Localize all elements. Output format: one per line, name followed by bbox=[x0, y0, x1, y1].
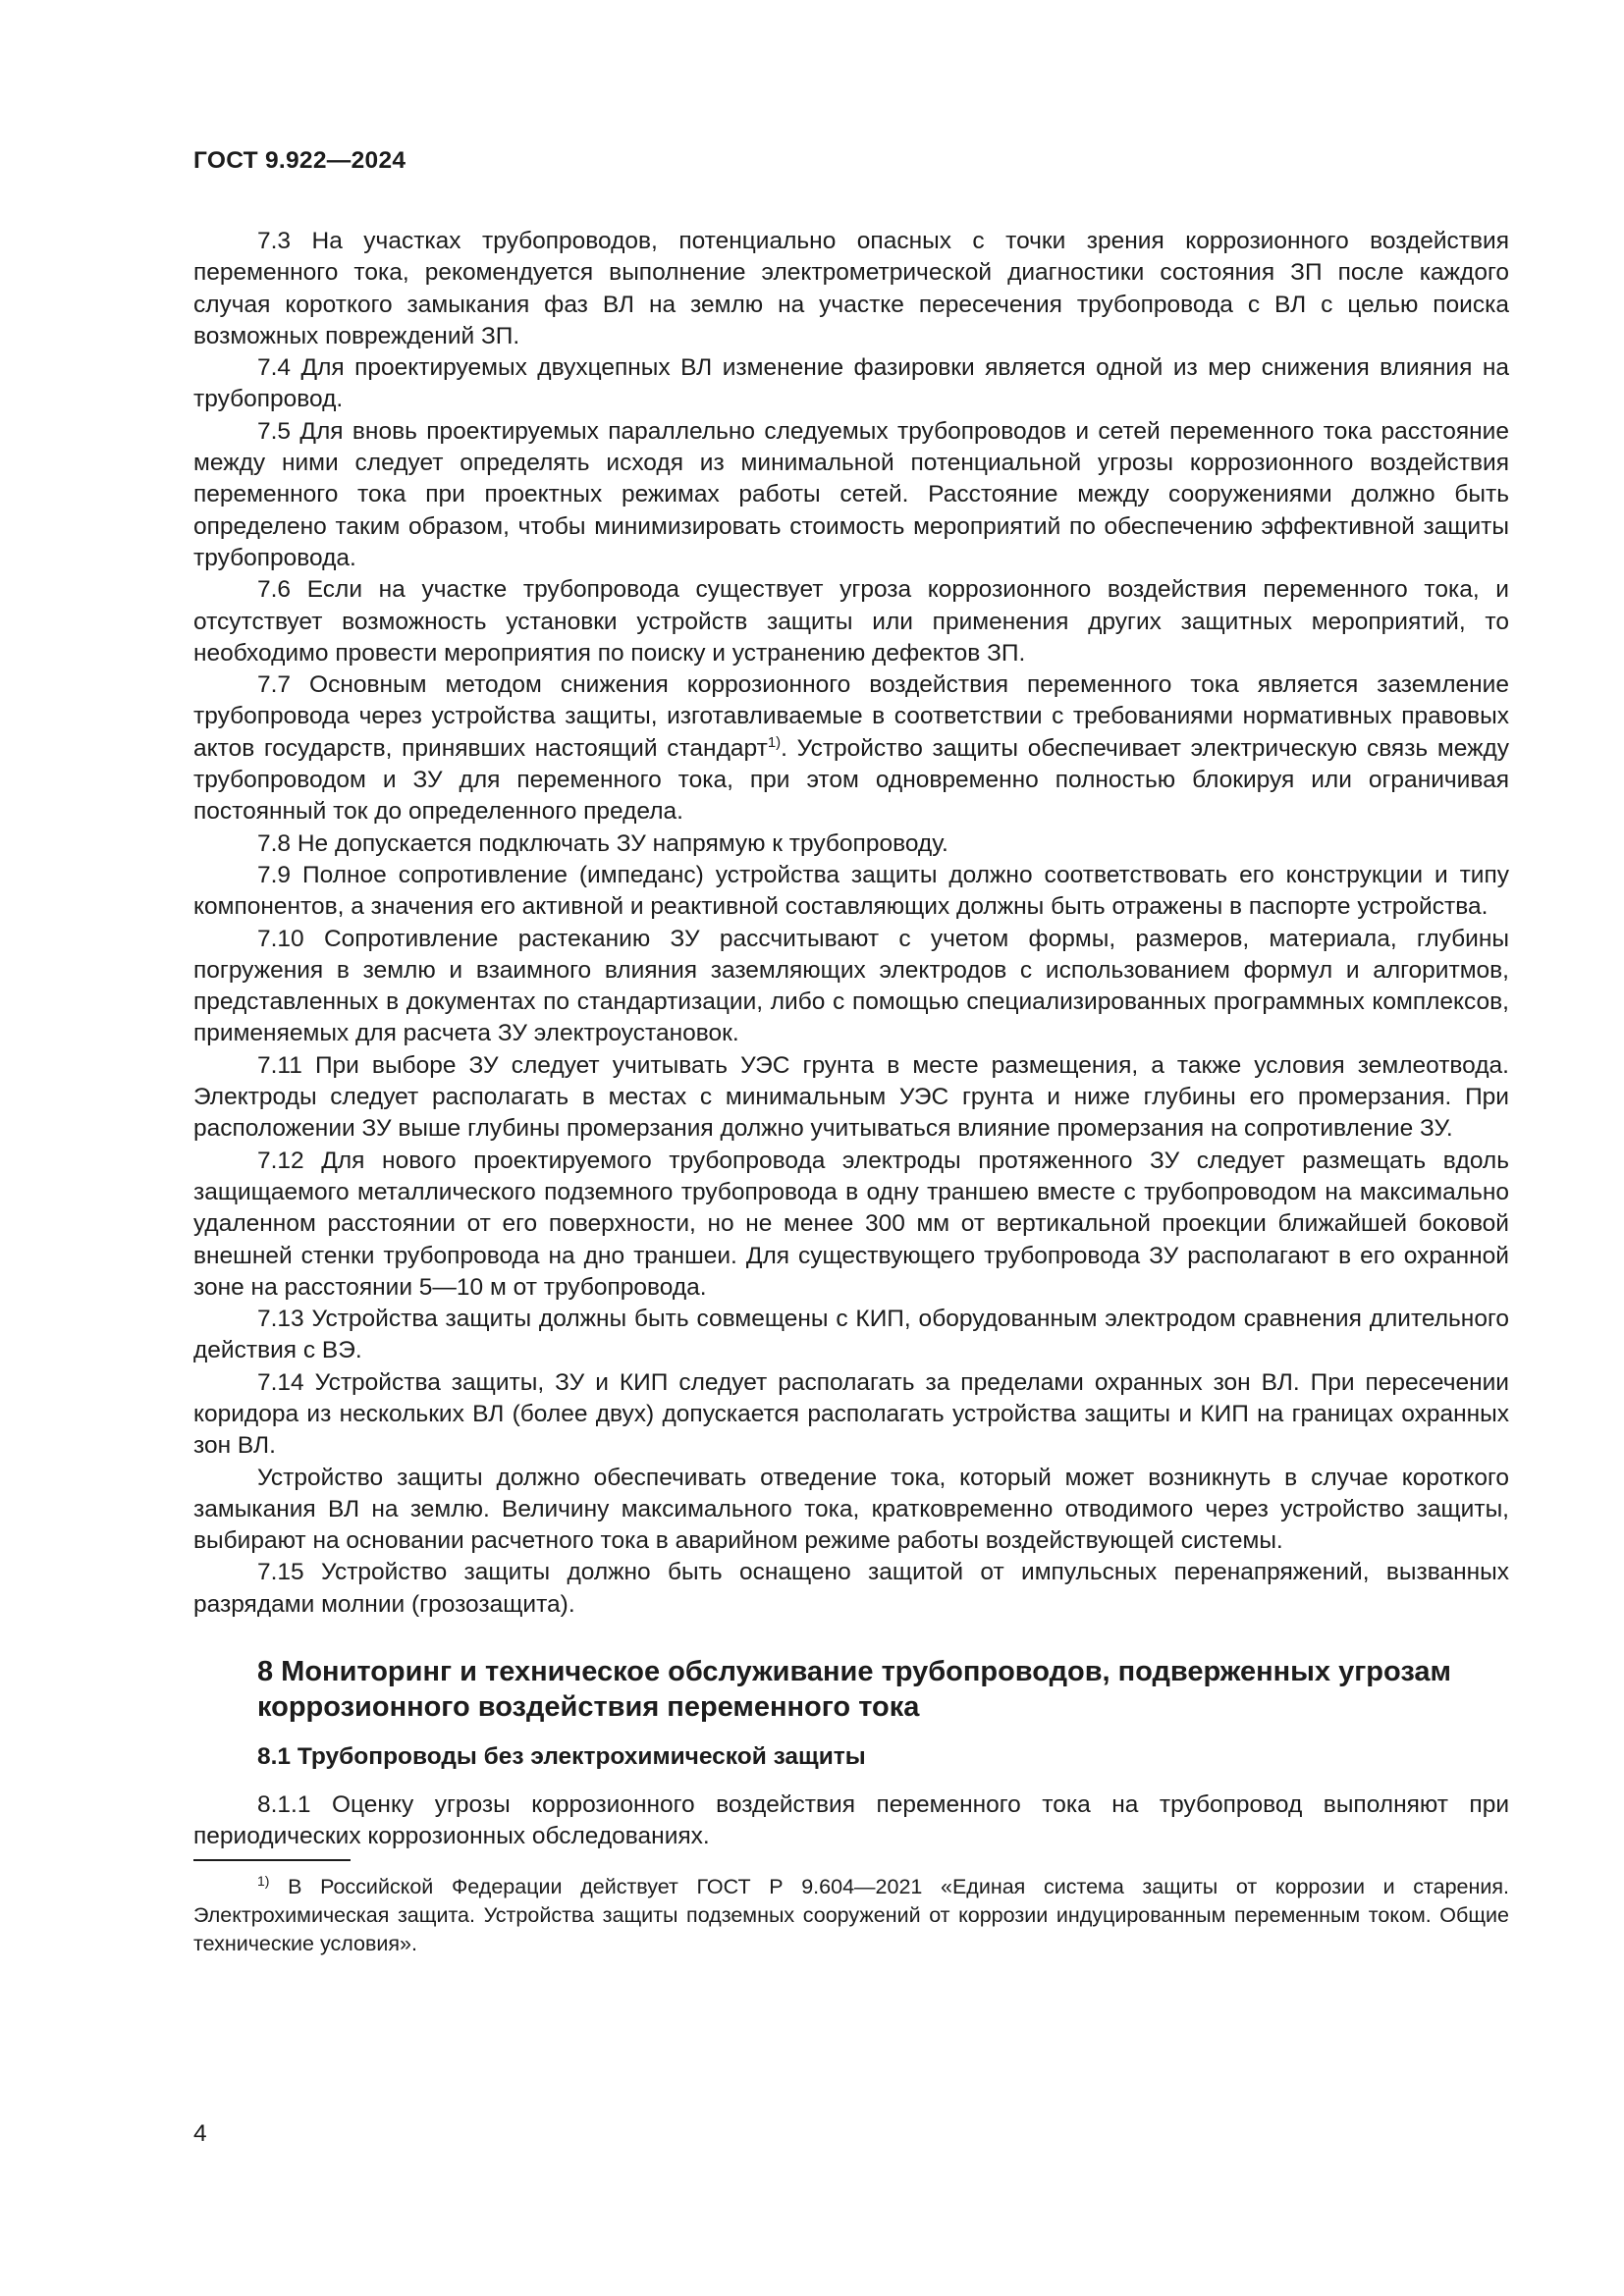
paragraph-7-13: 7.13 Устройства защиты должны быть совмещены с КИП, оборудованным электродом сравнения длительного действия с ВЭ. bbox=[193, 1306, 1509, 1364]
paragraph-7-7-text-b: . Устройство защиты обеспечивает электрическую связь между трубопроводом и ЗУ для переменного тока, при этом одновременно полностью блокируя или ограничивая постоянный ток до определенного предела. bbox=[193, 734, 1510, 826]
paragraph-7-6: 7.6 Если на участке трубопровода существует угроза коррозионного воздействия переменного тока, и отсутствует возможность установки устройств защиты или применения других защитных мероприятий, то необходимо провести мероприятия по поиску и устранению дефектов ЗП. bbox=[193, 576, 1509, 667]
footnote-divider bbox=[193, 1859, 351, 1861]
footnote-reference[interactable]: 1) bbox=[767, 733, 782, 751]
body-text bbox=[193, 226, 1509, 1958]
paragraph-7-9: 7.9 Полное сопротивление (импеданс) устройства защиты должно соответствовать его конструкции и типу компонентов, а значения его активной и реактивной составляющих должны быть отражены в паспорте устройства. bbox=[193, 861, 1509, 921]
page-number: 4 bbox=[193, 2120, 207, 2147]
paragraph-7-7-text-a: 7.7 Основным методом снижения коррозионного воздействия переменного тока является заземление трубопровода через устройства защиты, изготавливаемые в соответствии с требованиями нормативных правовых актов государств, принявших настоящий стандарт bbox=[193, 671, 1509, 762]
paragraph-7-3: 7.3 На участках трубопроводов, потенциально опасных с точки зрения коррозионного воздействия переменного тока, рекомендуется выполнение электрометрической диагностики состояния ЗП после каждого случая короткого замыкания фаз ВЛ на землю на участке пересечения трубопровода с ВЛ с целью поиска возможных повреждений ЗП. bbox=[193, 228, 1509, 349]
paragraph-7-11: 7.11 При выборе ЗУ следует учитывать УЭС грунта в месте размещения, а также условия землеотвода. Электроды следует располагать в местах с минимальным УЭС грунта и ниже глубины его промерзания. При расположении ЗУ выше глубины промерзания должно учитываться влияние промерзания на сопротивление ЗУ. bbox=[193, 1051, 1509, 1143]
paragraph-7-7 bbox=[193, 669, 1509, 828]
paragraph-7-10: 7.10 Сопротивление растеканию ЗУ рассчитывают с учетом формы, размеров, материала, глубины погружения в землю и взаимного влияния заземляющих электродов с использованием формул и алгоритмов, представленных в документах по стандартизации, либо с помощью специализированных программных комплексов, применяемых для расчета ЗУ электроустановок. bbox=[193, 925, 1509, 1047]
paragraph-7-5: 7.5 Для вновь проектируемых параллельно следуемых трубопроводов и сетей переменного тока расстояние между ними следует определять исходя из минимальной потенциальной угрозы коррозионного воздействия переменного тока при проектных режимах работы сетей. Расстояние между сооружениями должно быть определено таким образом, чтобы минимизировать стоимость мероприятий по обеспечению эффективной защиты трубопровода. bbox=[193, 417, 1509, 571]
paragraph-7-14: 7.14 Устройства защиты, ЗУ и КИП следует располагать за пределами охранных зон ВЛ. При пересечении коридора из нескольких ВЛ (более двух) допускается располагать устройства защиты и КИП на границах охранных зон ВЛ. bbox=[193, 1368, 1509, 1460]
paragraph-7-4: 7.4 Для проектируемых двухцепных ВЛ изменение фазировки является одной из мер снижения влияния на трубопровод. bbox=[193, 354, 1509, 413]
paragraph-7-12: 7.12 Для нового проектируемого трубопровода электроды протяженного ЗУ следует размещать вдоль защищаемого металлического подземного трубопровода в одну траншею вместе с трубопроводом на максимально удаленном расстоянии от его поверхности, но не менее 300 мм от вертикальной проекции ближайшей боковой внешней стенки трубопровода на дно траншеи. Для существующего трубопровода ЗУ располагают в его охранной зоне на расстоянии 5—10 м от трубопровода. bbox=[193, 1147, 1509, 1301]
section-8-heading: 8 Мониторинг и техническое обслуживание трубопроводов, подверженных угрозам коррозионного воздействия переменного тока bbox=[257, 1656, 1451, 1724]
paragraph-7-14-continued: Устройство защиты должно обеспечивать отведение тока, который может возникнуть в случае короткого замыкания ВЛ на землю. Величину максимального тока, кратковременно отводимого через устройство защиты, выбирают на основании расчетного тока в аварийном режиме работы воздействующей системы. bbox=[193, 1464, 1509, 1555]
footnote-marker: 1) bbox=[257, 1872, 270, 1889]
footnote-text: В Российской Федерации действует ГОСТ Р 9.604—2021 «Единая система защиты от коррозии и старения. Электрохимическая защита. Устройства защиты подземных сооружений от коррозии индуцированным переменным током. Общие технические условия». bbox=[193, 1874, 1509, 1955]
paragraph-8-1-1: 8.1.1 Оценку угрозы коррозионного воздействия переменного тока на трубопровод выполняют при периодических коррозионных обследованиях. bbox=[193, 1791, 1509, 1850]
paragraph-7-8: 7.8 Не допускается подключать ЗУ напрямую к трубопроводу. bbox=[257, 829, 948, 857]
subsection-8-1-heading: 8.1 Трубопроводы без электрохимической защиты bbox=[257, 1743, 866, 1771]
footnote bbox=[193, 1873, 1509, 1958]
paragraph-7-15: 7.15 Устройство защиты должно быть оснащено защитой от импульсных перенапряжений, вызванных разрядами молнии (грозозащита). bbox=[193, 1559, 1509, 1618]
document-header: ГОСТ 9.922—2024 bbox=[193, 147, 406, 174]
